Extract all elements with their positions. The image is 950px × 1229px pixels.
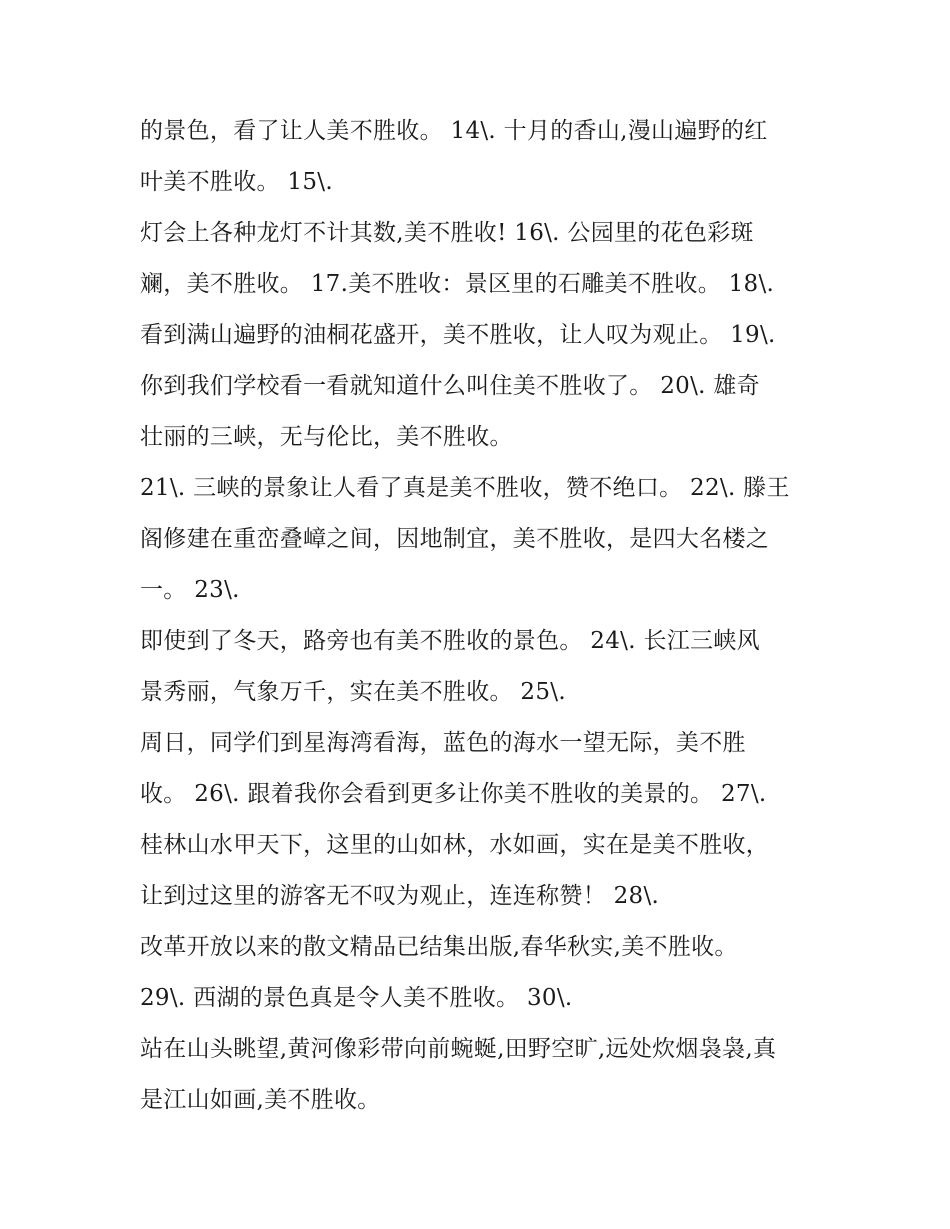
text-line: 是江山如画,美不胜收。 [140,1087,381,1113]
text-line: 一。 23\. [140,577,240,603]
text-line: 斓，美不胜收。 17.美不胜收：景区里的石雕美不胜收。 18\. [140,271,775,297]
text-line: 阁修建在重峦叠嶂之间，因地制宜，美不胜收，是四大名楼之 [140,526,770,552]
text-line: 29\. 西湖的景色真是令人美不胜收。 30\. [140,985,573,1011]
text-line: 让到过这里的游客无不叹为观止，连连称赞！ 28\. [140,883,660,909]
text-line: 的景色，看了让人美不胜收。 14\. 十月的香山,漫山遍野的红 [140,118,768,144]
text-line: 改革开放以来的散文精品已结集出版,春华秋实,美不胜收。 [140,934,738,960]
body-text [140,106,830,1126]
text-line: 桂林山水甲天下，这里的山如林，水如画，实在是美不胜收， [140,832,770,858]
text-line: 周日，同学们到星海湾看海，蓝色的海水一望无际，美不胜 [140,730,746,756]
text-line: 景秀丽，气象万千，实在美不胜收。 25\. [140,679,566,705]
text-line: 壮丽的三峡，无与伦比，美不胜收。 [140,424,513,450]
text-line: 21\. 三峡的景象让人看了真是美不胜收，赞不绝口。 22\. 滕王 [140,475,790,501]
text-line: 灯会上各种龙灯不计其数,美不胜收! 16\. 公园里的花色彩斑 [140,220,754,246]
text-line: 收。 26\. 跟着我你会看到更多让你美不胜收的美景的。 27\. [140,781,767,807]
text-line: 站在山头眺望,黄河像彩带向前蜿蜒,田野空旷,远处炊烟袅袅,真 [140,1036,777,1062]
text-line: 叶美不胜收。 15\. [140,169,333,195]
text-line: 即使到了冬天，路旁也有美不胜收的景色。 24\. 长江三峡风 [140,628,760,654]
text-line: 你到我们学校看一看就知道什么叫住美不胜收了。 20\. 雄奇 [140,373,760,399]
text-line: 看到满山遍野的油桐花盛开，美不胜收，让人叹为观止。 19\. [140,322,776,348]
